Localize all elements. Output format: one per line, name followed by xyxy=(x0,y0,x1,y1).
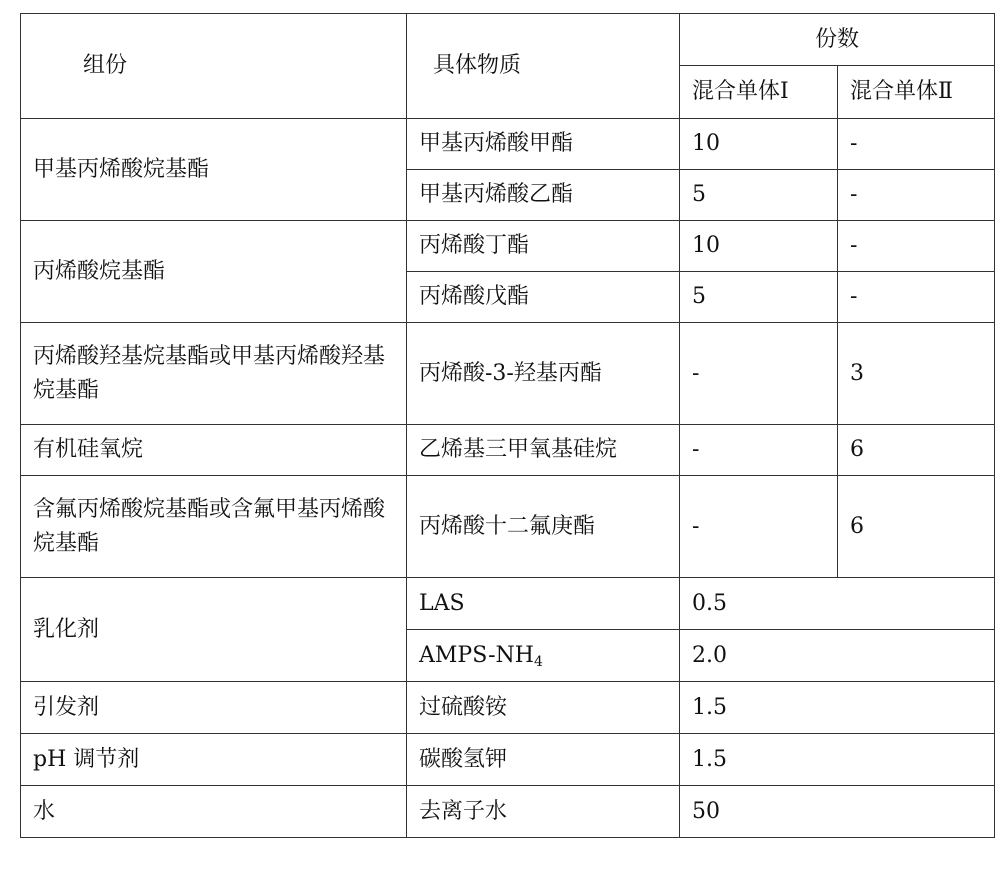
header-parts: 份数 xyxy=(680,14,995,66)
table-row xyxy=(21,323,995,425)
value-cell: 2.0 xyxy=(680,630,995,682)
mix1-cell: 10 xyxy=(680,221,838,272)
mix2-cell: 6 xyxy=(838,425,995,476)
table-row xyxy=(21,119,995,170)
mix2-cell: - xyxy=(838,221,995,272)
mix1-cell: - xyxy=(680,476,838,578)
component-cell: 水 xyxy=(21,786,407,838)
header-mix1: 混合单体Ⅰ xyxy=(680,66,838,119)
formulation-table xyxy=(20,13,995,838)
header-row xyxy=(21,14,995,66)
component-cell: 丙烯酸羟基烷基酯或甲基丙烯酸羟基烷基酯 xyxy=(21,323,407,425)
table-row xyxy=(21,682,995,734)
mix2-cell: - xyxy=(838,170,995,221)
component-cell: 有机硅氧烷 xyxy=(21,425,407,476)
table-row xyxy=(21,786,995,838)
mix2-cell: - xyxy=(838,119,995,170)
value-cell: 1.5 xyxy=(680,682,995,734)
substance-main: AMPS-NH xyxy=(419,642,534,668)
table-row xyxy=(21,476,995,578)
table-row xyxy=(21,425,995,476)
substance-cell: 丙烯酸戊酯 xyxy=(407,272,680,323)
value-cell: 0.5 xyxy=(680,578,995,630)
component-cell: 含氟丙烯酸烷基酯或含氟甲基丙烯酸烷基酯 xyxy=(21,476,407,578)
substance-cell: 甲基丙烯酸甲酯 xyxy=(407,119,680,170)
substance-cell: 过硫酸铵 xyxy=(407,682,680,734)
substance-subscript: 4 xyxy=(533,653,543,670)
substance-cell: 丙烯酸-3-羟基丙酯 xyxy=(407,323,680,425)
component-cell: pH 调节剂 xyxy=(21,734,407,786)
mix1-cell: 10 xyxy=(680,119,838,170)
mix2-cell: - xyxy=(838,272,995,323)
mix1-cell: 5 xyxy=(680,272,838,323)
substance-cell: LAS xyxy=(407,578,680,630)
substance-cell: 甲基丙烯酸乙酯 xyxy=(407,170,680,221)
mix1-cell: - xyxy=(680,425,838,476)
mix2-cell: 3 xyxy=(838,323,995,425)
component-cell: 丙烯酸烷基酯 xyxy=(21,221,407,323)
component-cell: 甲基丙烯酸烷基酯 xyxy=(21,119,407,221)
mix2-cell: 6 xyxy=(838,476,995,578)
component-cell: 引发剂 xyxy=(21,682,407,734)
substance-cell: 丙烯酸丁酯 xyxy=(407,221,680,272)
header-substance: 具体物质 xyxy=(407,14,680,119)
substance-cell: 去离子水 xyxy=(407,786,680,838)
header-mix2: 混合单体Ⅱ xyxy=(838,66,995,119)
table-row xyxy=(21,221,995,272)
component-cell: 乳化剂 xyxy=(21,578,407,682)
substance-cell: 乙烯基三甲氧基硅烷 xyxy=(407,425,680,476)
mix1-cell: 5 xyxy=(680,170,838,221)
substance-cell: 碳酸氢钾 xyxy=(407,734,680,786)
value-cell: 50 xyxy=(680,786,995,838)
substance-cell: 丙烯酸十二氟庚酯 xyxy=(407,476,680,578)
mix1-cell: - xyxy=(680,323,838,425)
substance-cell xyxy=(407,630,680,682)
table-row xyxy=(21,578,995,630)
value-cell: 1.5 xyxy=(680,734,995,786)
header-component: 组份 xyxy=(21,14,407,119)
table-row xyxy=(21,734,995,786)
